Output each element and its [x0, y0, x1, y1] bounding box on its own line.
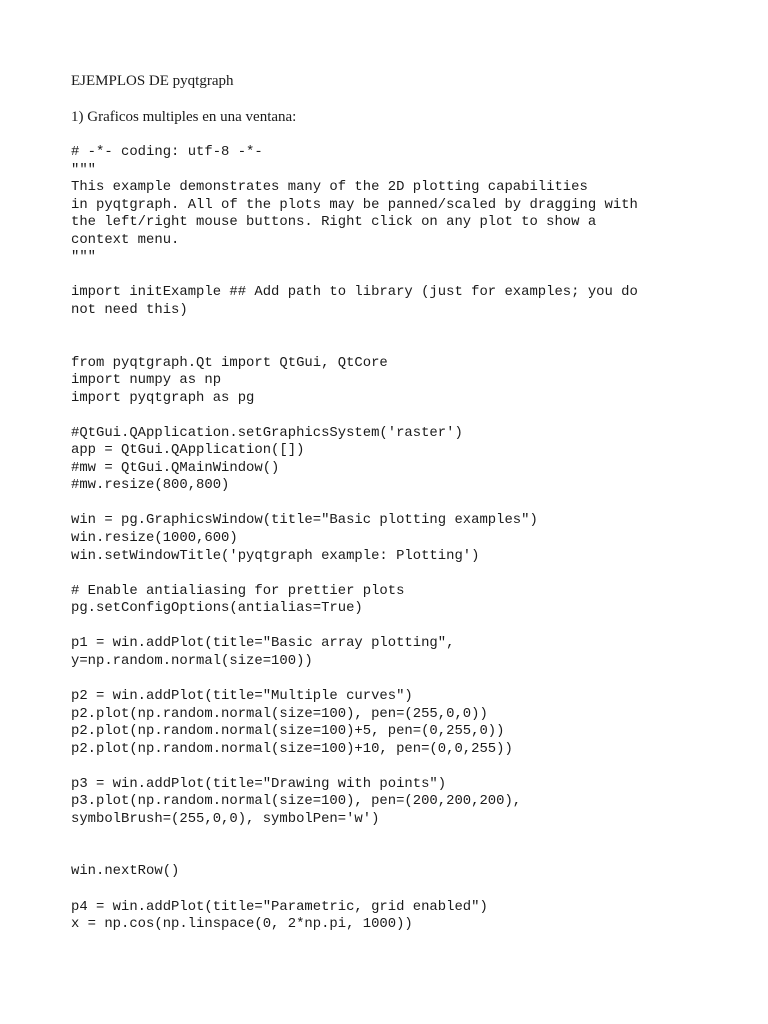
code-line: """: [71, 249, 97, 266]
code-line: This example demonstrates many of the 2D plotting capabilities: [71, 179, 588, 196]
code-line: [71, 828, 711, 846]
code-line: win = pg.GraphicsWindow(title="Basic plotting examples"): [71, 512, 538, 529]
code-line: [71, 670, 711, 688]
code-line: p2.plot(np.random.normal(size=100)+10, pen=(0,0,255)): [71, 740, 513, 757]
code-line: import numpy as np: [71, 372, 222, 389]
code-line: # Enable antialiasing for prettier plots: [71, 582, 405, 599]
code-line: [71, 881, 711, 899]
document-page: [71, 73, 711, 934]
code-line: y=np.random.normal(size=100)): [71, 652, 313, 669]
code-block: [71, 144, 711, 934]
code-line: p2.plot(np.random.normal(size=100)+5, pen=(0,255,0)): [71, 723, 505, 740]
code-line: p1 = win.addPlot(title="Basic array plotting",: [71, 635, 455, 652]
code-line: import initExample ## Add path to library (just for examples; you do: [71, 284, 638, 301]
code-line: [71, 758, 711, 776]
code-line: p2.plot(np.random.normal(size=100), pen=(255,0,0)): [71, 705, 488, 722]
code-line: [71, 565, 711, 583]
code-line: #mw.resize(800,800): [71, 477, 230, 494]
code-line: [71, 495, 711, 513]
code-line: [71, 407, 711, 425]
code-line: p3.plot(np.random.normal(size=100), pen=(200,200,200),: [71, 793, 522, 810]
code-line: context menu.: [71, 231, 180, 248]
code-line: in pyqtgraph. All of the plots may be panned/scaled by dragging with: [71, 196, 638, 213]
section-heading: 1) Graficos multiples en una ventana:: [71, 108, 297, 125]
code-line: win.setWindowTitle('pyqtgraph example: Plotting'): [71, 547, 480, 564]
code-line: """: [71, 161, 97, 178]
code-line: not need this): [71, 301, 188, 318]
code-line: import pyqtgraph as pg: [71, 389, 255, 406]
code-line: pg.setConfigOptions(antialias=True): [71, 600, 363, 617]
code-line: win.nextRow(): [71, 863, 180, 880]
code-line: from pyqtgraph.Qt import QtGui, QtCore: [71, 354, 388, 371]
code-line: the left/right mouse buttons. Right click on any plot to show a: [71, 214, 597, 231]
code-line: #QtGui.QApplication.setGraphicsSystem('raster'): [71, 424, 463, 441]
code-line: p4 = win.addPlot(title="Parametric, grid enabled"): [71, 898, 488, 915]
code-line: #mw = QtGui.QMainWindow(): [71, 459, 280, 476]
code-line: x = np.cos(np.linspace(0, 2*np.pi, 1000)): [71, 916, 413, 933]
code-line: [71, 319, 711, 337]
document-title: EJEMPLOS DE pyqtgraph: [71, 73, 234, 89]
code-line: symbolBrush=(255,0,0), symbolPen='w'): [71, 810, 380, 827]
code-line: app = QtGui.QApplication([]): [71, 442, 305, 459]
code-line: [71, 846, 711, 864]
code-line: [71, 618, 711, 636]
code-line: p2 = win.addPlot(title="Multiple curves"): [71, 687, 413, 704]
code-line: # -*- coding: utf-8 -*-: [71, 144, 263, 160]
code-line: win.resize(1000,600): [71, 530, 238, 547]
code-line: [71, 267, 711, 285]
code-line: [71, 337, 711, 355]
code-line: p3 = win.addPlot(title="Drawing with points"): [71, 775, 447, 792]
